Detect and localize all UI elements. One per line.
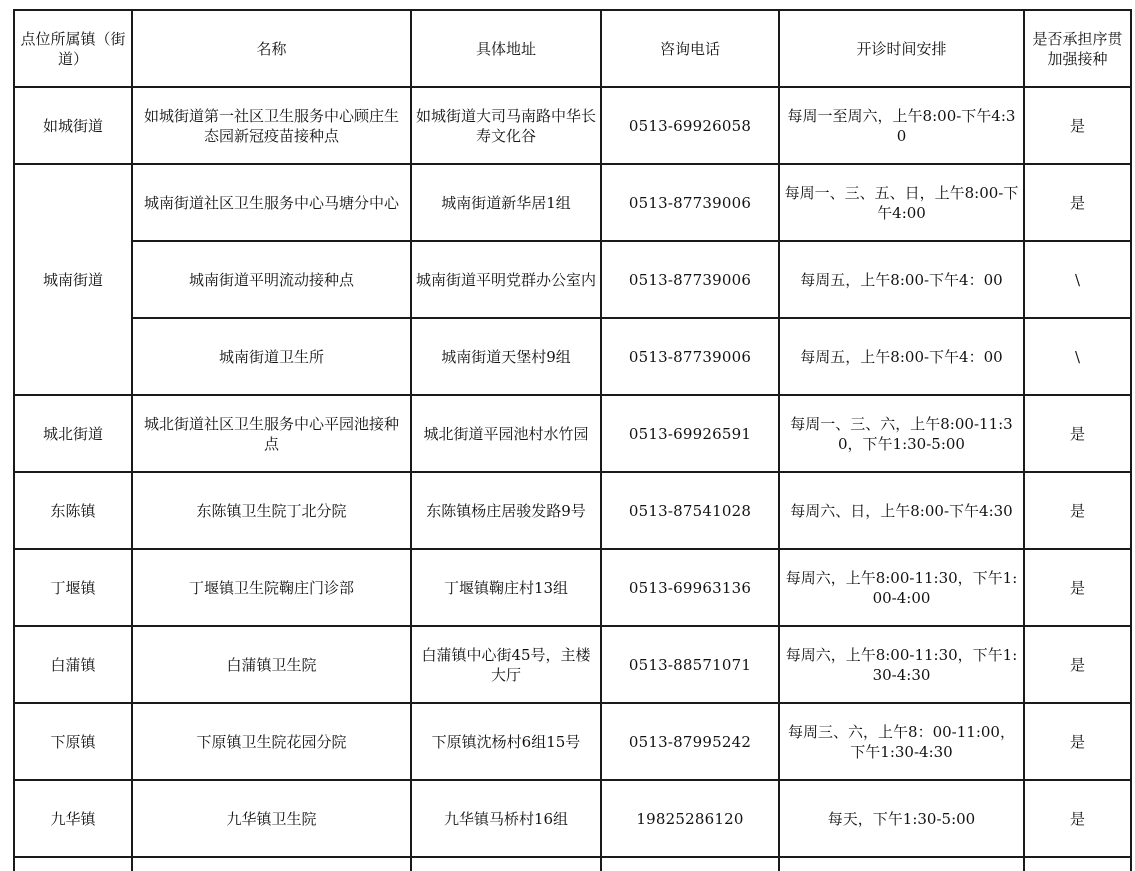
- table-row: [14, 626, 1131, 703]
- town-cell: 城南街道: [14, 164, 132, 395]
- sequential-cell: 是: [1024, 472, 1131, 549]
- phone-cell: 0513-87739006: [601, 318, 779, 395]
- sequential-cell: 是: [1024, 780, 1131, 857]
- schedule-cell: 每周五，上午8:00-下午4：00: [779, 241, 1024, 318]
- address-cell: 城南街道天堡村9组: [411, 318, 601, 395]
- town-cell: 城北街道: [14, 395, 132, 472]
- header-phone: 咨询电话: [601, 10, 779, 87]
- phone-cell: 0513-69963136: [601, 549, 779, 626]
- phone-cell: 0513-87541028: [601, 472, 779, 549]
- sequential-cell: 是: [1024, 549, 1131, 626]
- phone-cell: 0513-87995242: [601, 703, 779, 780]
- vaccination-sites-table: [13, 9, 1132, 871]
- town-cell: 白蒲镇: [14, 626, 132, 703]
- table-row: [14, 472, 1131, 549]
- schedule-cell: 每周五，上午8:00-下午4：00: [779, 318, 1024, 395]
- schedule-cell: 每周一、三、六，上午8:00-11:30，下午1:30-5:00: [779, 395, 1024, 472]
- schedule-cell: 每周六，上午8:00-11:30，下午1:30-4:30: [779, 626, 1024, 703]
- header-sequential: 是否承担序贯加强接种: [1024, 10, 1131, 87]
- address-cell: 丁堰镇鞠庄村13组: [411, 549, 601, 626]
- address-cell: 城南街道新华居1组: [411, 164, 601, 241]
- table-row: [14, 780, 1131, 857]
- town-cell: 东陈镇: [14, 472, 132, 549]
- schedule-cell: 每周三、六，上午8：00-11:00，下午1:30-4:30: [779, 703, 1024, 780]
- town-cell: 如城街道: [14, 87, 132, 164]
- site-name-cell: 丁堰镇卫生院鞠庄门诊部: [132, 549, 411, 626]
- site-name-cell: 白蒲镇卫生院: [132, 626, 411, 703]
- header-town: 点位所属镇（街道）: [14, 10, 132, 87]
- sequential-cell: 是: [1024, 703, 1131, 780]
- site-name-cell: 城南街道平明流动接种点: [132, 241, 411, 318]
- address-cell: 东陈镇杨庄居骏发路9号: [411, 472, 601, 549]
- address-cell: 白蒲镇中心街45号，主楼大厅: [411, 626, 601, 703]
- phone-cell: 0513-69926591: [601, 395, 779, 472]
- address-cell: 九华镇马桥村16组: [411, 780, 601, 857]
- site-name-cell: 东陈镇卫生院丁北分院: [132, 472, 411, 549]
- phone-cell: 0513-69926058: [601, 87, 779, 164]
- header-schedule: 开诊时间安排: [779, 10, 1024, 87]
- header-address: 具体地址: [411, 10, 601, 87]
- sequential-cell: 是: [1024, 395, 1131, 472]
- table-row: [14, 164, 1131, 241]
- table-row: [14, 703, 1131, 780]
- address-cell: 下原镇沈杨村6组15号: [411, 703, 601, 780]
- phone-cell: 0513-88571071: [601, 626, 779, 703]
- site-name-cell: 如城街道第一社区卫生服务中心顾庄生态园新冠疫苗接种点: [132, 87, 411, 164]
- sequential-cell: 是: [1024, 626, 1131, 703]
- table-header-row: [14, 10, 1131, 87]
- sequential-cell: \: [1024, 241, 1131, 318]
- phone-cell: 0513-87739006: [601, 241, 779, 318]
- phone-cell: 19825286120: [601, 780, 779, 857]
- schedule-cell: 每天，下午1:30-5:00: [779, 780, 1024, 857]
- schedule-cell: 每周六，上午8:00-11:30，下午1:00-4:00: [779, 549, 1024, 626]
- town-cell: 丁堰镇: [14, 549, 132, 626]
- table-row: [14, 318, 1131, 395]
- table-row: [14, 549, 1131, 626]
- site-name-cell: 下原镇卫生院花园分院: [132, 703, 411, 780]
- site-name-cell: 城北街道社区卫生服务中心平园池接种点: [132, 395, 411, 472]
- sequential-cell: 是: [1024, 164, 1131, 241]
- town-cell: 下原镇: [14, 703, 132, 780]
- address-cell: 城北街道平园池村水竹园: [411, 395, 601, 472]
- table-row: [14, 241, 1131, 318]
- table-row-continuation: [14, 857, 1131, 871]
- schedule-cell: 每周一至周六，上午8:00-下午4:30: [779, 87, 1024, 164]
- phone-cell: 0513-87739006: [601, 164, 779, 241]
- town-cell: 九华镇: [14, 780, 132, 857]
- site-name-cell: 城南街道社区卫生服务中心马塘分中心: [132, 164, 411, 241]
- address-cell: 如城街道大司马南路中华长寿文化谷: [411, 87, 601, 164]
- sequential-cell: \: [1024, 318, 1131, 395]
- sequential-cell: 是: [1024, 87, 1131, 164]
- table-row: [14, 395, 1131, 472]
- schedule-cell: 每周一、三、五、日，上午8:00-下午4:00: [779, 164, 1024, 241]
- site-name-cell: 城南街道卫生所: [132, 318, 411, 395]
- schedule-cell: 每周六、日，上午8:00-下午4:30: [779, 472, 1024, 549]
- address-cell: 城南街道平明党群办公室内: [411, 241, 601, 318]
- header-name: 名称: [132, 10, 411, 87]
- table-row: [14, 87, 1131, 164]
- site-name-cell: 九华镇卫生院: [132, 780, 411, 857]
